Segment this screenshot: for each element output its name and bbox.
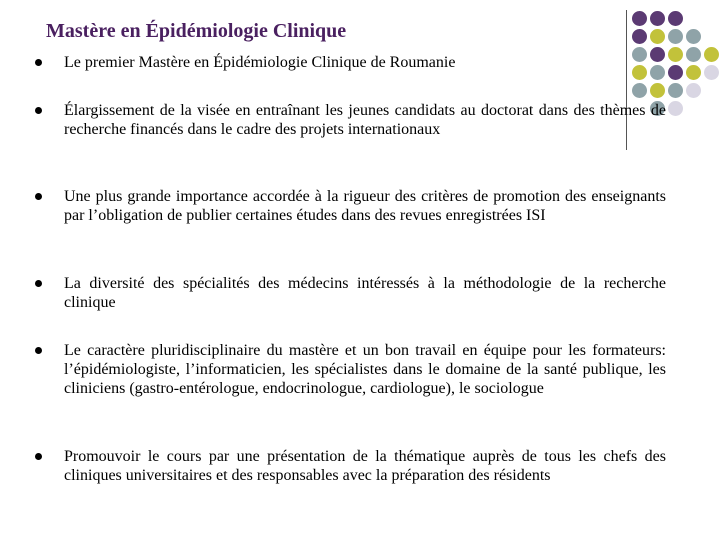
decorative-dot: [704, 65, 719, 80]
slide-title: Mastère en Épidémiologie Clinique: [46, 20, 347, 42]
decorative-dot: [668, 101, 683, 116]
decorative-dot: [632, 11, 647, 26]
bullet-text: Le caractère pluridisciplinaire du mastère et un bon travail en équipe pour les formateurs: l’épidémiologiste, l’informaticien, les spécialistes dans le domaine de la santé publique, les cliniciens (gastro-entérologue, endocrinologue, cardiologue), le sociologue: [64, 342, 666, 397]
bullet-dot-icon: [35, 280, 42, 287]
decorative-dot: [686, 65, 701, 80]
decorative-dot: [632, 83, 647, 98]
bullet-item: [64, 53, 666, 72]
bullet-text: Le premier Mastère en Épidémiologie Clinique de Roumanie: [64, 54, 456, 71]
decorative-dot: [686, 83, 701, 98]
decorative-dot: [632, 29, 647, 44]
decorative-dot: [650, 29, 665, 44]
bullet-item: [64, 187, 666, 225]
decorative-dot: [668, 47, 683, 62]
bullet-item: [64, 274, 666, 312]
bullet-dot-icon: [35, 59, 42, 66]
bullet-dot-icon: [35, 347, 42, 354]
bullet-item: [64, 101, 666, 139]
decorative-dot: [650, 83, 665, 98]
bullet-dot-icon: [35, 193, 42, 200]
decorative-dot: [704, 47, 719, 62]
bullet-item: [64, 447, 666, 485]
bullet-dot-icon: [35, 453, 42, 460]
bullet-text: Élargissement de la visée en entraînant les jeunes candidats au doctorat dans des thèmes de recherche financés dans le cadre des projets internationaux: [64, 102, 666, 138]
decorative-dot: [668, 83, 683, 98]
bullet-item: [64, 341, 666, 398]
decorative-dot: [668, 65, 683, 80]
bullet-text: La diversité des spécialités des médecins intéressés à la méthodologie de la recherche clinique: [64, 275, 666, 311]
decorative-dot: [686, 47, 701, 62]
decorative-dot: [686, 29, 701, 44]
bullet-text: Une plus grande importance accordée à la rigueur des critères de promotion des enseignants par l’obligation de publier certaines études dans des revues enregistrées ISI: [64, 188, 666, 224]
decorative-dot: [668, 29, 683, 44]
decorative-dot: [650, 11, 665, 26]
bullet-text: Promouvoir le cours par une présentation de la thématique auprès de tous les chefs des cliniques universitaires et des responsables avec la préparation des résidents: [64, 448, 666, 484]
decorative-dot: [668, 11, 683, 26]
bullet-dot-icon: [35, 107, 42, 114]
